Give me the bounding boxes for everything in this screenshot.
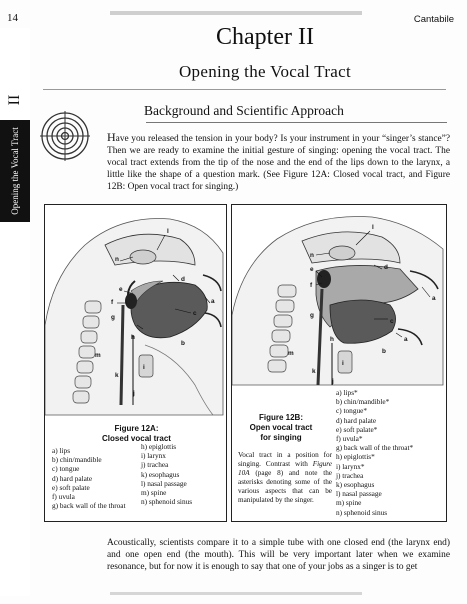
label-l: l — [167, 228, 169, 235]
list-item: c) tongue — [52, 464, 80, 474]
label-d: d — [384, 264, 388, 271]
label-d: d — [181, 276, 185, 283]
label-e: e — [310, 266, 314, 273]
intro-paragraph-text: ave you released the tension in your body? Is your instrument in your “singer’s stance”? Then we are ready to examine the initial gesture of singing: opening the vocal tract. The vocal tract extends from the tip of the nose and the end of the lips down to the larynx, a little like the shape of a question mark. (See Figure 12A: Closed vocal tract, and Figure 12B: Open vocal tract for singing.) — [107, 134, 450, 192]
closed-vocal-tract-diagram — [45, 205, 225, 417]
list-item: h) epiglottis — [141, 442, 177, 451]
label-k: k — [115, 372, 119, 379]
label-g: g — [310, 312, 314, 319]
figure-12a-labels-col2 — [141, 442, 192, 506]
side-tab — [0, 28, 30, 596]
section-heading: Background and Scientific Approach — [144, 103, 344, 118]
figure-12a-caption-2: Closed vocal tract — [102, 434, 171, 443]
figure-12b-caption-1: Figure 12B: — [258, 413, 303, 422]
figure-12b-caption-3: for singing — [260, 433, 302, 442]
label-i: i — [143, 364, 145, 371]
list-item: j) trachea — [336, 470, 364, 480]
list-item: a) lips* — [336, 388, 358, 397]
label-g: g — [111, 314, 115, 321]
list-item: f) uvula* — [336, 434, 363, 444]
list-item: m) spine — [336, 498, 362, 508]
figure-12b-description-text: Vocal tract in a position for singing. Contrast with — [238, 451, 332, 469]
label-b: b — [181, 340, 185, 347]
intro-paragraph — [107, 131, 450, 193]
header-rule — [110, 11, 362, 15]
figure-12b-description — [238, 451, 332, 506]
label-m: m — [288, 350, 294, 357]
spiral-ornament-icon — [40, 111, 90, 161]
figure-12b — [231, 204, 447, 522]
list-item: e) soft palate — [52, 482, 90, 492]
label-l: l — [372, 224, 374, 231]
list-item: b) chin/mandible* — [336, 397, 390, 407]
label-a: a — [211, 298, 215, 305]
list-item: m) spine — [141, 488, 167, 498]
figure-12a-labels-col1 — [52, 446, 126, 510]
closing-paragraph: Acoustically, scientists compare it to a simple tube with one closed end (the larynx end) and one open end (the mouth). This will be very important later when we examine resonance, but for now it is enough to say that one of your jobs as a singer is to get — [107, 538, 450, 572]
figure-10a-reference: Figure 10A — [238, 460, 332, 478]
list-item: f) uvula — [52, 492, 75, 502]
label-m: m — [95, 352, 101, 359]
list-item: d) hard palate — [52, 473, 93, 483]
title-rule — [43, 89, 446, 90]
label-i: i — [342, 360, 344, 367]
list-item: i) larynx — [141, 451, 166, 461]
footer-rule — [110, 592, 362, 595]
label-a-lower: a — [404, 336, 408, 343]
chapter-subtitle: Opening the Vocal Tract — [178, 62, 351, 81]
drop-cap: H — [107, 130, 116, 144]
figure-12a — [44, 204, 227, 522]
label-b: b — [382, 348, 386, 355]
list-item: n) sphenoid sinus — [141, 497, 193, 507]
label-c: c — [193, 310, 197, 317]
list-item: d) hard palate — [336, 415, 377, 425]
label-h: h — [131, 334, 135, 341]
list-item: n) sphenoid sinus — [336, 507, 388, 517]
label-a-upper: a — [432, 295, 436, 302]
list-item: b) chin/mandible — [52, 455, 102, 465]
list-item: a) lips — [52, 446, 71, 455]
label-h: h — [330, 336, 334, 343]
list-item: g) back wall of the throat — [52, 501, 126, 511]
open-vocal-tract-diagram — [232, 205, 445, 387]
label-j: j — [332, 378, 334, 385]
list-item: l) nasal passage — [336, 489, 382, 499]
label-k: k — [312, 368, 316, 375]
list-item: c) tongue* — [336, 406, 368, 416]
list-item: k) esophagus — [336, 480, 375, 490]
label-f: f — [111, 299, 114, 306]
label-n: n — [115, 256, 119, 263]
label-n: n — [310, 252, 314, 259]
section-rule — [146, 122, 447, 123]
list-item: i) larynx* — [336, 461, 365, 471]
list-item: j) trachea — [141, 460, 169, 470]
side-tab-roman: II — [6, 94, 23, 106]
list-item: l) nasal passage — [141, 478, 187, 488]
list-item: g) back wall of the throat* — [336, 443, 414, 453]
figure-12b-labels — [336, 388, 413, 517]
figure-12b-description-text: (page 8) and note the asterisks denoting some of the various aspects that can be manipulated by the singer. — [238, 469, 332, 505]
list-item: e) soft palate* — [336, 424, 378, 434]
figure-12a-caption-1: Figure 12A: — [114, 424, 159, 433]
label-e: e — [119, 286, 123, 293]
label-c: c — [390, 318, 394, 325]
list-item: h) epiglottis* — [336, 452, 375, 462]
page-number: 14 — [7, 12, 18, 24]
running-head: Cantabile — [413, 14, 454, 25]
label-j: j — [133, 390, 135, 397]
side-tab-label: Opening the Vocal Tract — [10, 127, 20, 215]
chapter-title: Chapter II — [216, 24, 314, 50]
list-item: k) esophagus — [141, 469, 180, 479]
label-f: f — [310, 282, 313, 289]
figure-12b-caption-2: Open vocal tract — [249, 423, 313, 432]
